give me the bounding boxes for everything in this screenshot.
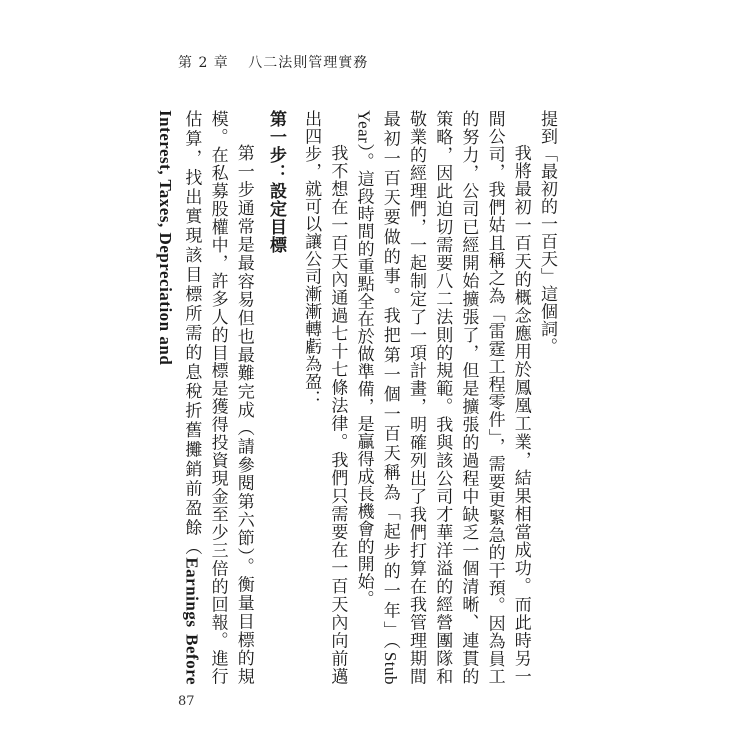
paragraph: 我不想在一百天內通過七十七條法律。我們只需要在一百天內向前邁出四步，就可以讓公司漸漸轉虧為盈： xyxy=(301,110,348,685)
paragraph xyxy=(152,110,257,685)
paragraph-text: 我將最初一百天的概念應用於鳳凰工業，結果相當成功。而此時另一間公司，我們姑且稱之為「雷霆工程零件」，需要更緊急的干預。因為員工的努力，公司已經開始擴張了，但是擴張的過程中缺乏一個清晰、連貫的策略，因此迫切需要八二法則的規範。我與該公司才華洋溢的經營團隊和敬業的經理們，一起制定了一項計畫，明確列出了我們打算在我管理期間最初一百天要做的事。我把第一個一百天稱為「起步的一年」（ xyxy=(379,110,531,685)
section-heading: 第一步：設定目標 xyxy=(265,110,286,254)
latin-term: Stub Year xyxy=(354,110,400,685)
paragraph xyxy=(350,110,533,685)
running-head xyxy=(178,52,368,72)
body-text xyxy=(152,110,560,685)
paragraph-text: ）。這段時間的重點全在於做準備，是贏得成長機會的開始。 xyxy=(353,143,374,608)
paragraph-continuation: 提到「最初的一百天」這個詞。 xyxy=(537,110,557,355)
latin-term: Earnings Before Interest, Taxes, Depreciation and xyxy=(156,110,202,686)
page-number: 87 xyxy=(178,694,195,709)
chapter-title: 八二法則管理實務 xyxy=(248,55,369,71)
chapter-number: 第 2 章 xyxy=(178,55,229,71)
paragraph-text: 第一步通常是最容易但也最難完成（請參閱第六節）。衡量目標的規模。在私募股權中，許多人的目標是獲得投資現金至少三倍的回報。進行估算，找出實現該目標所需的息稅折舊攤銷前盈餘（ xyxy=(181,110,254,685)
